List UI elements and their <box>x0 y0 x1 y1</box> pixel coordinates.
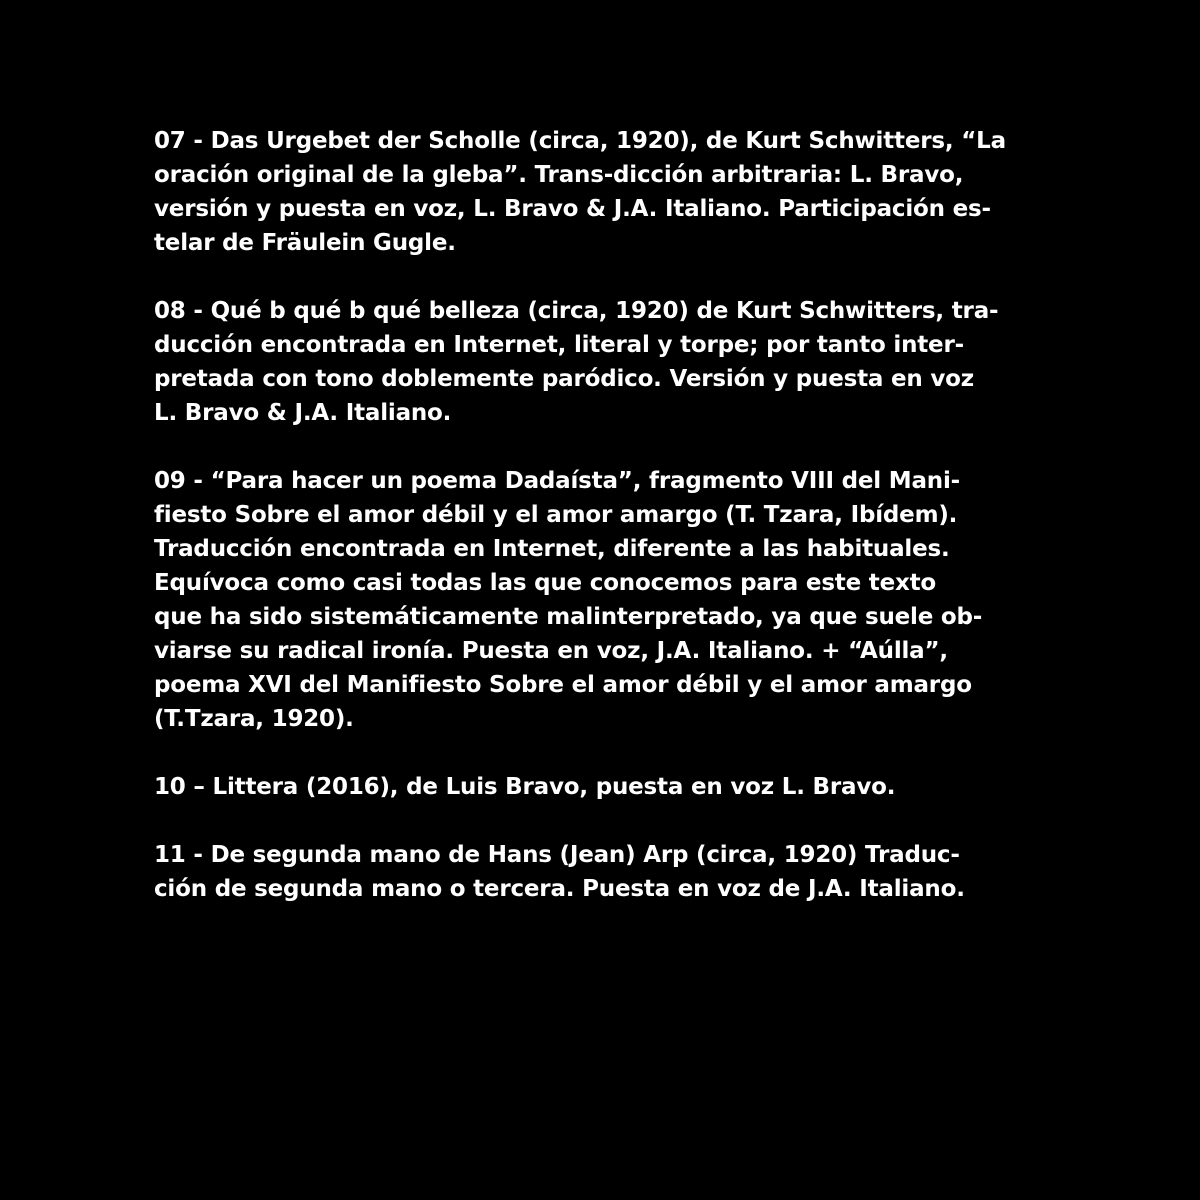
track-08-entry <box>154 294 1074 430</box>
text-line: Equívoca como casi todas las que conocemos para este texto <box>154 570 937 596</box>
text-line: ción de segunda mano o tercera. Puesta en voz de J.A. Italiano. <box>154 876 965 902</box>
text-line: versión y puesta en voz, L. Bravo & J.A. Italiano. Participación es- <box>154 196 991 222</box>
text-line: 10 – Littera (2016), de Luis Bravo, puesta en voz L. Bravo. <box>154 774 896 800</box>
track-11-entry <box>154 838 1074 906</box>
text-line: fiesto Sobre el amor débil y el amor amargo (T. Tzara, Ibídem). <box>154 502 958 528</box>
text-line: Traducción encontrada en Internet, diferente a las habituales. <box>154 536 950 562</box>
text-line: L. Bravo & J.A. Italiano. <box>154 400 452 426</box>
text-line: 09 - “Para hacer un poema Dadaísta”, fragmento VIII del Mani- <box>154 468 960 494</box>
text-line: poema XVI del Manifiesto Sobre el amor débil y el amor amargo <box>154 672 972 698</box>
text-line: (T.Tzara, 1920). <box>154 706 354 732</box>
track-notes <box>154 124 1074 940</box>
text-line: 08 - Qué b qué b qué belleza (circa, 1920) de Kurt Schwitters, tra- <box>154 298 999 324</box>
text-line: viarse su radical ironía. Puesta en voz, J.A. Italiano. + “Aúlla”, <box>154 638 948 664</box>
text-line: 07 - Das Urgebet der Scholle (circa, 1920), de Kurt Schwitters, “La <box>154 128 1006 154</box>
text-line: ducción encontrada en Internet, literal y torpe; por tanto inter- <box>154 332 964 358</box>
track-07-entry <box>154 124 1074 260</box>
text-line: que ha sido sistemáticamente malinterpretado, ya que suele ob- <box>154 604 983 630</box>
text-line: oración original de la gleba”. Trans-dicción arbitraria: L. Bravo, <box>154 162 964 188</box>
text-line: telar de Fräulein Gugle. <box>154 230 456 256</box>
track-10-entry <box>154 770 1074 804</box>
track-09-entry <box>154 464 1074 736</box>
text-line: pretada con tono doblemente paródico. Versión y puesta en voz <box>154 366 974 392</box>
text-line: 11 - De segunda mano de Hans (Jean) Arp (circa, 1920) Traduc- <box>154 842 960 868</box>
